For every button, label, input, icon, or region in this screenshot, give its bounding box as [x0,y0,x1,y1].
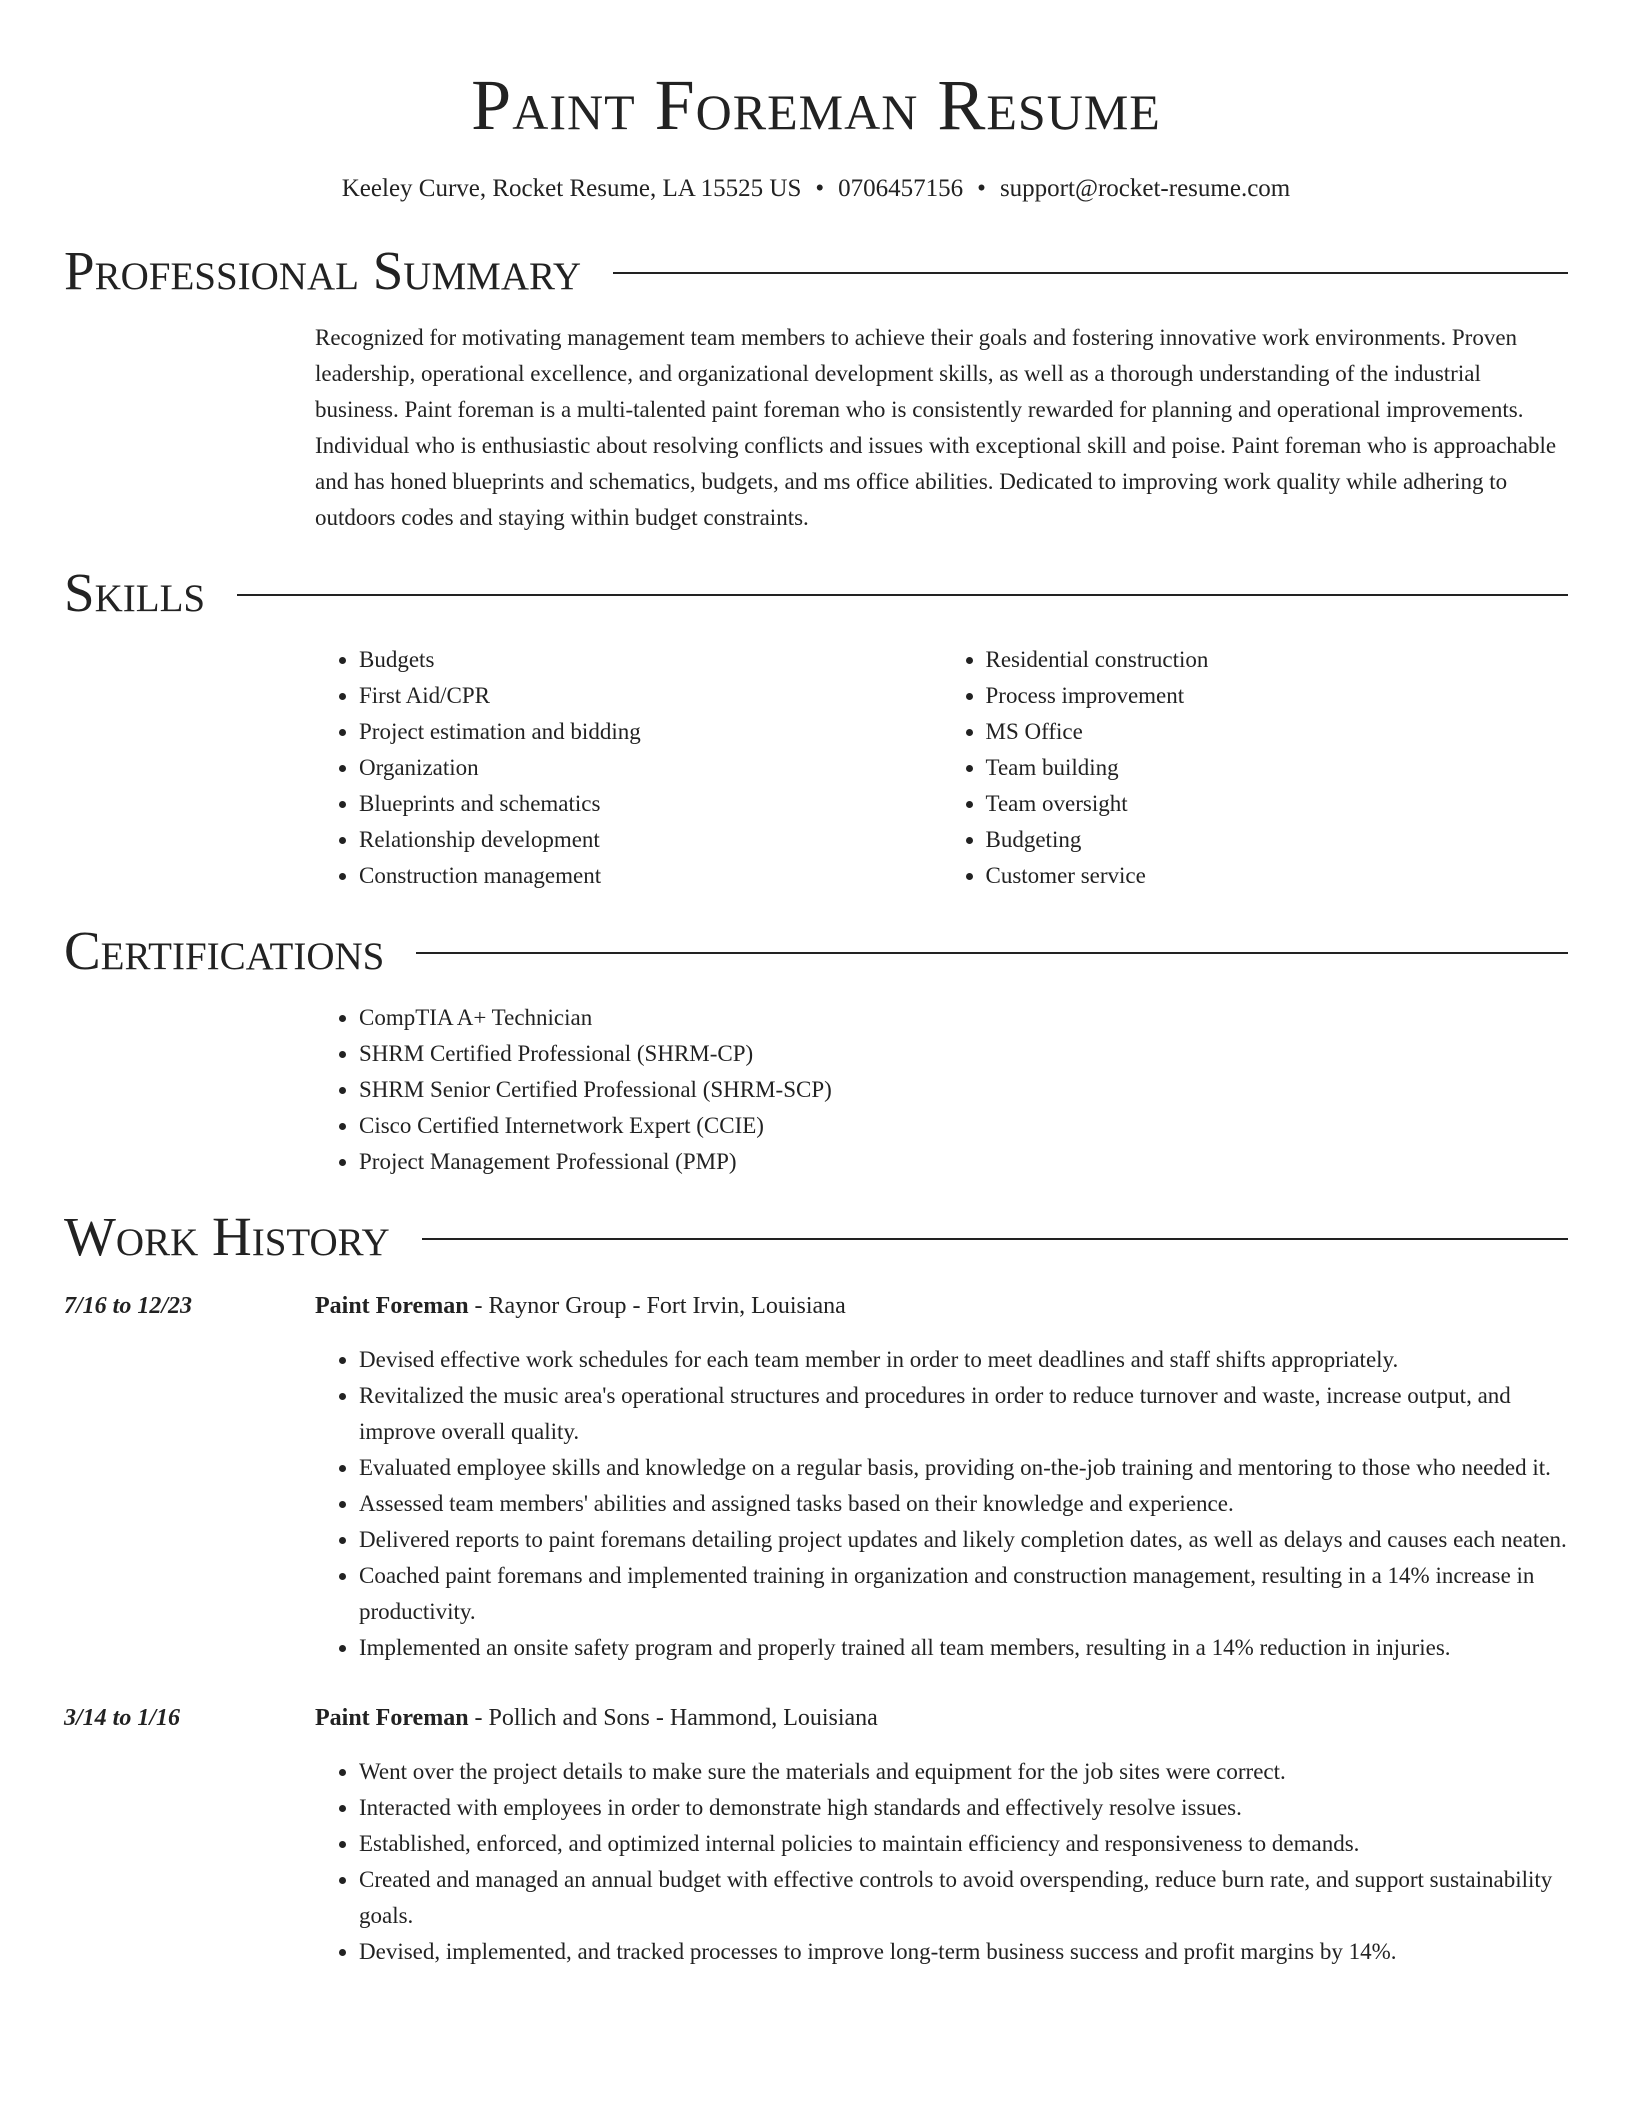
section-divider [613,272,1568,274]
certification-item: • Cisco Certified Internetwork Expert (CCIE) [359,1108,1568,1144]
job-entry [64,1288,1568,1666]
job-duty-item: • Evaluated employee skills and knowledge on a regular basis, providing on-the-job training and mentoring to those who needed it. [359,1450,1568,1486]
skills-columns [315,642,1568,894]
job-duties-list [315,1342,1568,1666]
job-employer-location: - Pollich and Sons - Hammond, Louisiana [468,1705,878,1731]
skill-item: • Customer service [986,858,1569,894]
separator-dot: • [815,175,825,202]
job-title: Paint Foreman [315,1293,469,1319]
job-duty-item: • Created and managed an annual budget with effective controls to avoid overspending, reduce burn rate, and support sustainability goals. [359,1862,1568,1934]
summary-heading: Professional Summary [64,240,582,301]
job-dates: 7/16 to 12/23 [64,1293,193,1319]
resume-title: Paint Foreman Resume [471,65,1161,145]
certifications-section-header [64,920,1568,982]
certification-item: • SHRM Certified Professional (SHRM-CP) [359,1036,1568,1072]
job-duties-list [315,1754,1568,1970]
job-heading [315,1700,1568,1736]
skill-item: • Team building [986,750,1569,786]
contact-phone: 0706457156 [838,175,964,202]
skill-item: • MS Office [986,714,1569,750]
job-body [315,1700,1568,1970]
job-duty-item: • Delivered reports to paint foremans detailing project updates and likely completion dates, as well as delays and causes each neaten. [359,1522,1568,1558]
section-divider [416,952,1568,954]
certifications-block [315,1000,1568,1180]
job-duty-item: • Interacted with employees in order to demonstrate high standards and effectively resolve issues. [359,1790,1568,1826]
certification-item: • Project Management Professional (PMP) [359,1144,1568,1180]
job-body [315,1288,1568,1666]
work-heading: Work History [64,1206,390,1267]
skill-item: • Blueprints and schematics [359,786,942,822]
skill-item: • Construction management [359,858,942,894]
job-duty-item: • Assessed team members' abilities and assigned tasks based on their knowledge and experience. [359,1486,1568,1522]
skill-item: • Relationship development [359,822,942,858]
job-employer-location: - Raynor Group - Fort Irvin, Louisiana [468,1293,846,1319]
certifications-list [315,1000,1568,1180]
contact-line [64,172,1568,206]
skill-item: • Residential construction [986,642,1569,678]
section-divider [422,1238,1568,1240]
resume-page [64,0,1568,1970]
job-heading [315,1288,1568,1324]
skill-item: • Budgeting [986,822,1569,858]
skills-list-left [315,642,942,894]
section-divider [237,594,1568,596]
certifications-heading: Certifications [64,920,385,981]
skills-section-header [64,562,1568,624]
contact-address: Keeley Curve, Rocket Resume, LA 15525 US [341,175,802,202]
job-duty-item: • Implemented an onsite safety program and properly trained all team members, resulting in a 14% reduction in injuries. [359,1630,1568,1666]
skill-item: • Project estimation and bidding [359,714,942,750]
job-duty-item: • Devised, implemented, and tracked processes to improve long-term business success and profit margins by 14%. [359,1934,1568,1970]
certification-item: • CompTIA A+ Technician [359,1000,1568,1036]
separator-dot: • [977,175,986,202]
contact-email[interactable]: support@rocket-resume.com [999,175,1291,202]
job-dates: 3/14 to 1/16 [64,1705,181,1731]
skill-item: • Organization [359,750,942,786]
work-section-header [64,1206,1568,1268]
skill-item: • Process improvement [986,678,1569,714]
summary-section-header [64,240,1568,302]
job-duty-item: • Coached paint foremans and implemented training in organization and construction management, resulting in a 14% increase in productivity. [359,1558,1568,1630]
job-duty-item: • Devised effective work schedules for each team member in order to meet deadlines and staff shifts appropriately. [359,1342,1568,1378]
job-title: Paint Foreman [315,1705,469,1731]
work-history-list [64,1288,1568,1970]
skill-item: • Team oversight [986,786,1569,822]
skills-heading: Skills [64,562,206,623]
summary-text: Recognized for motivating management team members to achieve their goals and fostering innovative work environments. Proven leadership, operational excellence, and organizational development skills, as well as a thorough understanding of the industrial business. Paint foreman is a multi-talented paint foreman who is consistently rewarded for planning and operational improvements. Individual who is enthusiastic about resolving conflicts and issues with exceptional skill and poise. Paint foreman who is approachable and has honed blueprints and schematics, budgets, and ms office abilities. Dedicated to improving work quality while adhering to outdoors codes and staying within budget constraints. [315,325,1557,530]
job-duty-item: • Established, enforced, and optimized internal policies to maintain efficiency and responsiveness to demands. [359,1826,1568,1862]
skills-list-right [942,642,1569,894]
certification-item: • SHRM Senior Certified Professional (SHRM-SCP) [359,1072,1568,1108]
skill-item: • First Aid/CPR [359,678,942,714]
job-duty-item: • Revitalized the music area's operational structures and procedures in order to reduce turnover and waste, increase output, and improve overall quality. [359,1378,1568,1450]
skill-item: • Budgets [359,642,942,678]
job-duty-item: • Went over the project details to make sure the materials and equipment for the job sites were correct. [359,1754,1568,1790]
job-entry [64,1700,1568,1970]
